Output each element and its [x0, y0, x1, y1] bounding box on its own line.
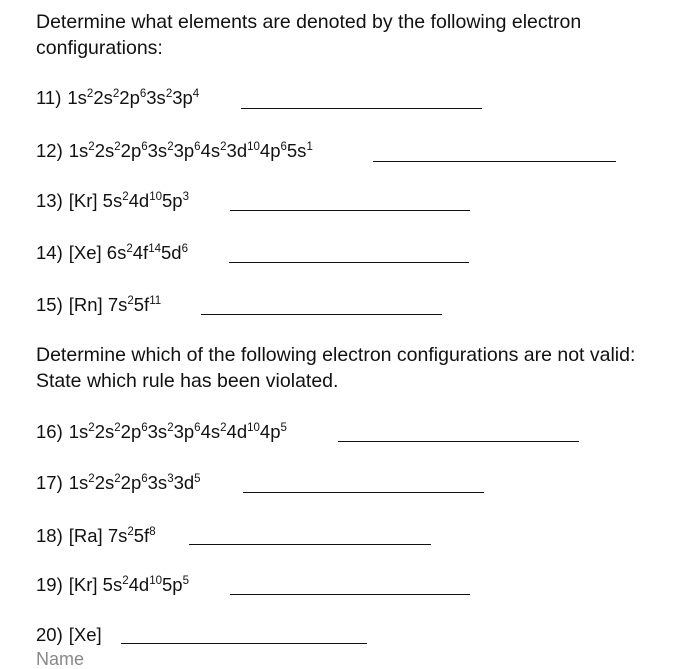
- answer-line-19[interactable]: [230, 594, 470, 595]
- question-19: [36, 574, 189, 600]
- question-11: [36, 87, 199, 113]
- orbital-label: 3p: [173, 140, 195, 161]
- electron-count: 2: [167, 422, 174, 434]
- answer-line-20[interactable]: [121, 643, 367, 644]
- orbital-label: 5p: [162, 574, 183, 595]
- question-14: [36, 242, 188, 268]
- electron-count: 2: [114, 141, 121, 153]
- orbital-label: 4s: [200, 421, 221, 442]
- electron-count: 2: [88, 422, 95, 434]
- electron-configuration: [69, 525, 156, 547]
- electron-configuration: [67, 87, 199, 109]
- question-number: 20): [36, 624, 63, 645]
- answer-line-14[interactable]: [229, 262, 469, 263]
- question-number: 11): [36, 87, 62, 108]
- electron-count: 6: [141, 422, 148, 434]
- question-number: 17): [36, 472, 63, 493]
- electron-configuration: [69, 294, 161, 316]
- electron-count: 2: [127, 526, 134, 538]
- electron-count: 2: [88, 473, 95, 485]
- orbital-label: 4s: [200, 140, 221, 161]
- electron-count: 6: [139, 88, 147, 100]
- electron-count: 4: [192, 88, 200, 100]
- footer-cut-text: [36, 646, 85, 669]
- electron-count: 2: [122, 191, 129, 203]
- electron-count: 6: [194, 422, 201, 434]
- orbital-label: 5f: [133, 294, 150, 315]
- footer-cut-label: Name: [36, 649, 85, 669]
- orbital-label: [Kr] 5s: [68, 574, 123, 595]
- electron-count: 2: [165, 88, 173, 100]
- section2-instructions: Determine which of the following electron configurations are not valid: State which rule has been violated.: [36, 344, 636, 392]
- electron-count: 2: [220, 141, 227, 153]
- answer-line-16[interactable]: [338, 441, 579, 442]
- orbital-label: [Rn] 7s: [68, 294, 128, 315]
- electron-count: 2: [126, 243, 133, 255]
- answer-line-11[interactable]: [241, 108, 482, 109]
- electron-count: 10: [247, 141, 260, 153]
- orbital-label: 5p: [162, 190, 183, 211]
- electron-count: 10: [149, 191, 162, 203]
- question-number: 13): [36, 190, 63, 211]
- orbital-label: 3s: [147, 421, 168, 442]
- orbital-label: 2s: [94, 421, 115, 442]
- orbital-label: 3p: [172, 87, 193, 108]
- answer-line-12[interactable]: [373, 161, 616, 162]
- electron-count: 2: [86, 88, 94, 100]
- question-13: [36, 190, 189, 216]
- orbital-label: 1s: [67, 87, 87, 108]
- question-number: 19): [36, 574, 63, 595]
- question-number: 12): [36, 140, 63, 161]
- electron-count: 2: [122, 575, 129, 587]
- orbital-label: 5d: [160, 242, 182, 263]
- orbital-label: 3s: [147, 140, 168, 161]
- question-number: 18): [36, 525, 63, 546]
- orbital-label: [Kr] 5s: [68, 190, 123, 211]
- answer-line-17[interactable]: [243, 492, 484, 493]
- electron-count: 2: [114, 422, 121, 434]
- electron-count: 2: [114, 473, 121, 485]
- electron-count: 2: [88, 141, 95, 153]
- orbital-label: [Ra] 7s: [68, 525, 128, 546]
- electron-count: 2: [112, 88, 120, 100]
- orbital-label: 2p: [120, 472, 142, 493]
- orbital-label: 2s: [94, 472, 115, 493]
- question-12: [36, 140, 313, 166]
- electron-configuration: [69, 190, 189, 212]
- electron-count: 1: [306, 141, 313, 153]
- electron-count: 2: [167, 141, 174, 153]
- orbital-label: 2p: [120, 140, 142, 161]
- question-number: 16): [36, 421, 63, 442]
- orbital-label: 2p: [119, 87, 140, 108]
- answer-line-15[interactable]: [201, 314, 442, 315]
- answer-line-13[interactable]: [230, 210, 470, 211]
- electron-count: 14: [148, 243, 161, 255]
- electron-count: 3: [182, 191, 189, 203]
- orbital-label: 1s: [68, 421, 89, 442]
- electron-count: 2: [127, 295, 134, 307]
- orbital-label: 4d: [128, 574, 150, 595]
- electron-count: 8: [149, 526, 156, 538]
- electron-configuration: [69, 574, 189, 596]
- orbital-label: 1s: [68, 140, 89, 161]
- question-number: 14): [36, 242, 63, 263]
- orbital-label: 2p: [120, 421, 142, 442]
- orbital-label: 3p: [173, 421, 195, 442]
- orbital-label: 4d: [128, 190, 150, 211]
- orbital-label: 5s: [286, 140, 307, 161]
- orbital-label: 3d: [173, 472, 195, 493]
- orbital-label: 1s: [68, 472, 89, 493]
- electron-count: 10: [149, 575, 162, 587]
- section1-instructions: Determine what elements are denoted by the following electron configurations:: [36, 11, 582, 59]
- electron-count: 6: [141, 473, 148, 485]
- question-number: 15): [36, 294, 63, 315]
- electron-count: 5: [194, 473, 201, 485]
- orbital-label: [Xe] 6s: [68, 242, 127, 263]
- electron-count: 6: [194, 141, 201, 153]
- electron-configuration: [69, 140, 313, 162]
- electron-count: 6: [280, 141, 287, 153]
- orbital-label: 3s: [147, 472, 168, 493]
- question-15: [36, 294, 161, 320]
- orbital-label: 2s: [94, 140, 115, 161]
- question-18: [36, 525, 156, 551]
- orbital-label: 4p: [259, 140, 281, 161]
- answer-line-18[interactable]: [189, 544, 431, 545]
- electron-count: 3: [167, 473, 174, 485]
- orbital-label: 4p: [259, 421, 281, 442]
- orbital-label: 3s: [146, 87, 166, 108]
- electron-configuration: [69, 624, 102, 646]
- electron-count: 10: [247, 422, 260, 434]
- electron-count: 2: [220, 422, 227, 434]
- electron-configuration: [69, 421, 287, 443]
- question-17: [36, 472, 201, 498]
- electron-count: 11: [149, 295, 162, 307]
- orbital-label: [Xe]: [68, 624, 102, 645]
- electron-count: 5: [182, 575, 189, 587]
- electron-count: 6: [141, 141, 148, 153]
- electron-configuration: [69, 472, 201, 494]
- orbital-label: 3d: [226, 140, 248, 161]
- question-16: [36, 421, 287, 447]
- orbital-label: 4d: [226, 421, 248, 442]
- orbital-label: 5f: [133, 525, 150, 546]
- orbital-label: 4f: [132, 242, 149, 263]
- orbital-label: 2s: [93, 87, 113, 108]
- electron-count: 6: [181, 243, 188, 255]
- electron-configuration: [69, 242, 188, 264]
- electron-count: 5: [280, 422, 287, 434]
